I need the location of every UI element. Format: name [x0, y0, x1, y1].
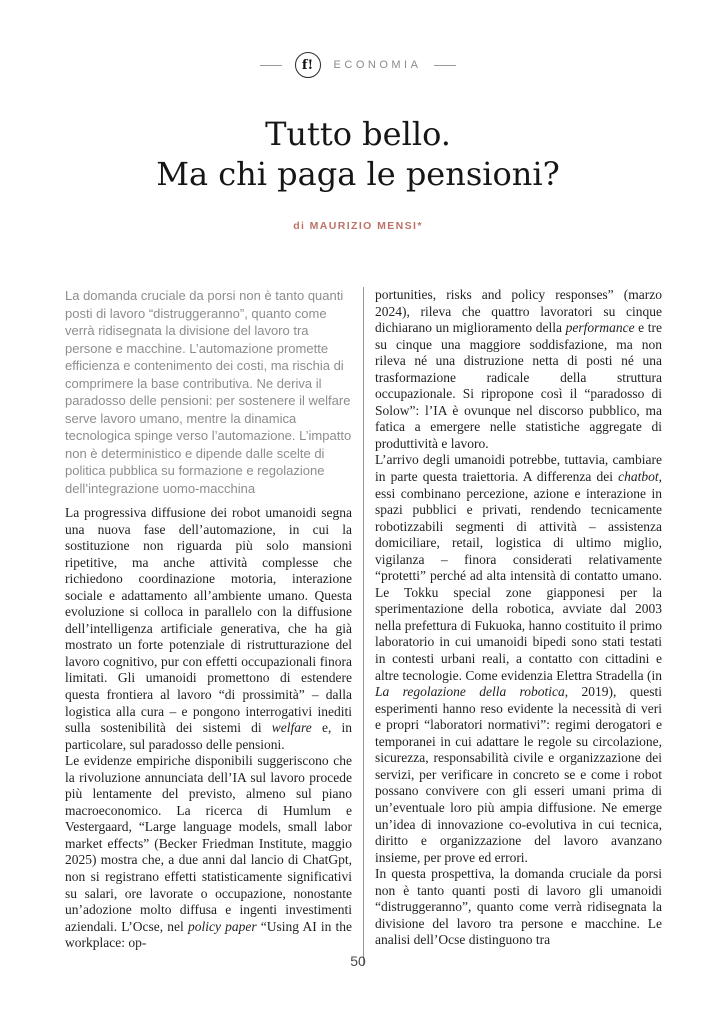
title-line-1: Tutto bello.	[265, 115, 451, 153]
byline: di MAURIZIO MENSI*	[293, 220, 423, 232]
column-divider	[363, 287, 364, 966]
body-paragraph: L’arrivo degli umanoidi potrebbe, tuttavia, cambiare in parte questa traiettoria. A differenza dei chatbot, essi combinano percezione, azione e interazione in spazi pubblici e privati, rendendo tecnicamente robotizzabili segmenti di attività – assistenza domiciliare, retail, logistica di ultimo miglio, vigilanza – finora considerati relativamente “protetti” perché ad alta intensità di contatto umano. Le Tokku special zone giapponesi per la sperimentazione della robotica, avviate dal 2003 nella prefettura di Fukuoka, hanno costituito il primo laboratorio in cui umanoidi bipedi sono stati testati in contesti urbani reali, a contatto con cittadini e altre tecnologie. Come evidenzia Elettra Stradella (in La regolazione della robotica, 2019), questi esperimenti hanno reso evidente la necessità di veri e propri “laboratori normativi”: regimi derogatori e temporanei in cui adattare le regole su circolazione, sicurezza, responsabilità civile e organizzazione dei servizi, per verificare in concreto se e come i robot possano convivere con gli esseri umani prima di un’eventuale loro più ampia diffusione. Ne emerge un’idea di innovazione co-evolutiva in cui tecnica, diritto e organizzazione del lavoro avanzano insieme, per prove ed errori.	[375, 452, 662, 865]
article-body	[65, 287, 662, 966]
standfirst: La domanda cruciale da porsi non è tanto quanti posti di lavoro “distruggeranno”, quanto come verrà ridisegnata la divisione del lavoro tra persone e macchine. L’automazione promette efficienza e contenimento dei costi, ma rischia di comprimere la base contributiva. Ne deriva il paradosso delle pensioni: per sostenere il welfare serve lavoro umano, mentre la dinamica tecnologica spinge verso l’automazione. L’impatto non è deterministico e dipende dalle scelte di politica pubblica su formazione e regolazione dell’integrazione uomo-macchina	[65, 288, 352, 496]
left-column-text	[65, 505, 352, 952]
section-label: ECONOMIA	[333, 59, 422, 71]
body-paragraph: In questa prospettiva, la domanda cruciale da porsi non è tanto quanti posti di lavoro gli umanoidi “distruggeranno”, quanto come verrà ridisegnata la divisione del lavoro tra persone e macchine. Le analisi dell’Ocse distinguono tra	[375, 866, 662, 948]
body-paragraph: Le evidenze empiriche disponibili suggeriscono che la rivoluzione annunciata dell’IA sul lavoro procede più lentamente del previsto, almeno sul piano macroeconomico. La ricerca di Humlum e Vestergaard, “Large language models, small labor market effects” (Becker Friedman Institute, maggio 2025) mostra che, a due anni dal lancio di ChatGpt, non si registrano effetti statisticamente significativi su salari, ore lavorate o occupazione, nonostante un’adozione molto diffusa e ingenti investimenti aziendali. L’Ocse, nel policy paper “Using AI in the workplace: op-	[65, 753, 353, 951]
masthead	[0, 0, 716, 78]
logo-text: f!	[301, 57, 314, 73]
title-line-2: Ma chi paga le pensioni?	[156, 155, 560, 193]
body-paragraph: La progressiva diffusione dei robot umanoidi segna una nuova fase dell’automazione, in cui la sostituzione non riguarda più solo mansioni ripetitive, ma anche attività complesse che richiedono coordinazione motoria, interazione sociale e adattamento all’ambiente umano. Questa evoluzione si colloca in parallelo con la diffusione dell’intelligenza artificiale generativa, che ha già mostrato un forte potenziale di ristrutturazione del lavoro cognitivo, pur con effetti occupazionali finora limitati. Gli umanoidi promettono di estendere questa frontiera al lavoro “di prossimità” – dalla logistica alla cura – e pongono interrogativi inediti sulla sostenibilità dei sistemi di welfare e, in particolare, sul paradosso delle pensioni.	[65, 505, 352, 752]
magazine-logo-icon	[295, 52, 321, 78]
right-column-text	[375, 287, 662, 949]
article-title	[0, 114, 716, 194]
body-paragraph: portunities, risks and policy responses” (marzo 2024), rileva che quattro lavoratori su cinque dichiarano un miglioramento della performance e tre su cinque una maggiore soddisfazione, ma non rileva né una distruzione netta di posti né una trasformazione radicale della struttura occupazionale. Si ripropone così il “paradosso di Solow”: l’IA è ovunque nel discorso pubblico, ma fatica a emergere nelle statistiche aggregate di produttività e lavoro.	[375, 287, 662, 451]
page-number: 50	[350, 953, 366, 969]
right-column	[375, 287, 662, 966]
masthead-rule-left	[260, 65, 282, 66]
masthead-rule-right	[434, 65, 456, 66]
left-column	[65, 287, 352, 966]
